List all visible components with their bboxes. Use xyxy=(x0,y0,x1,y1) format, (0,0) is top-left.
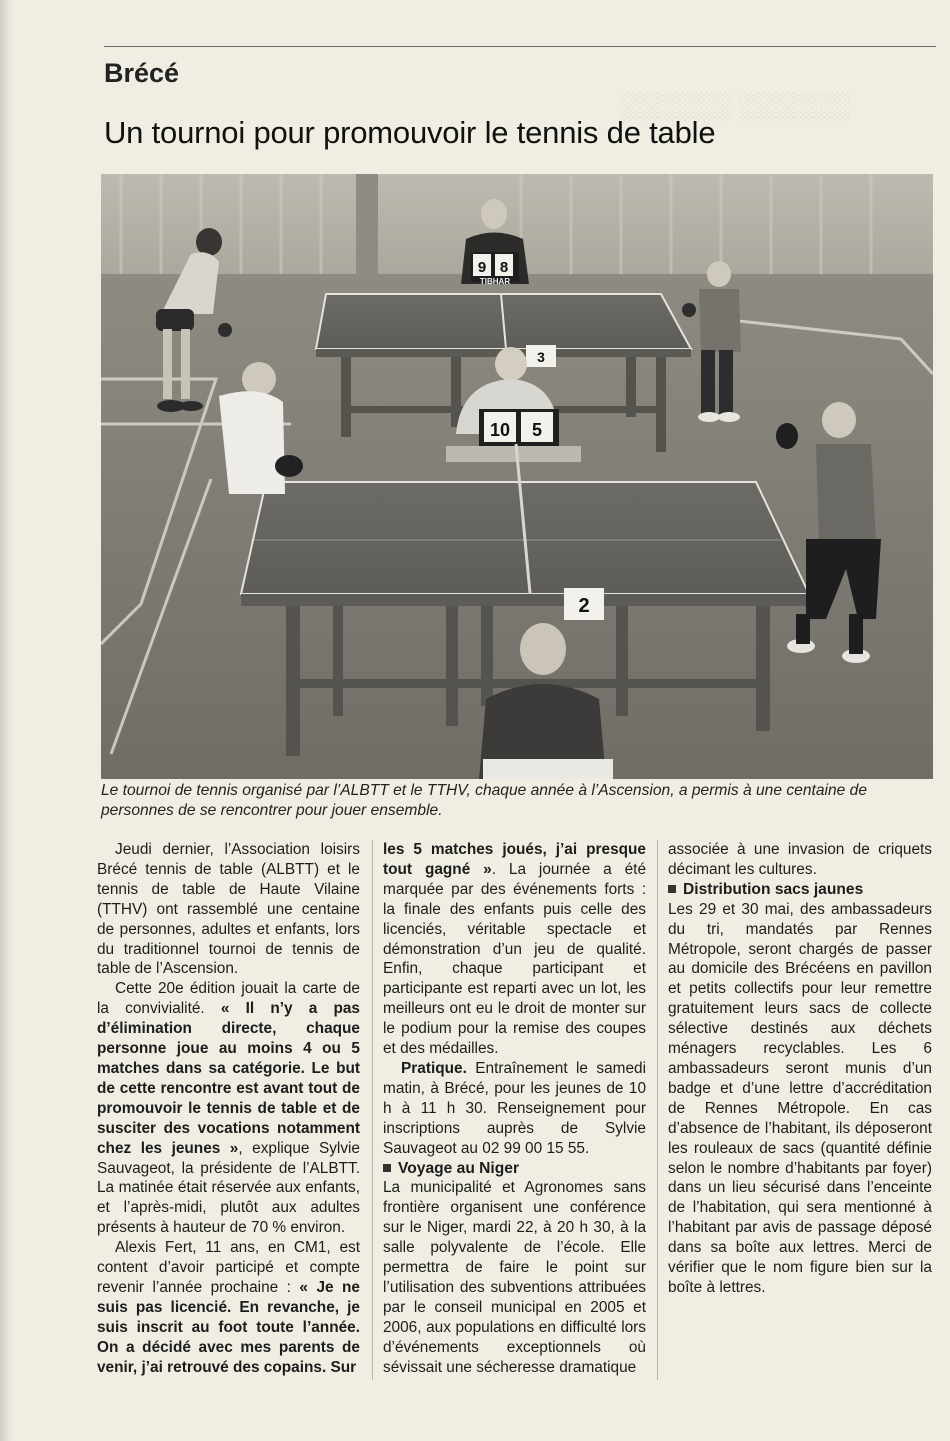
column-separator xyxy=(657,840,658,1380)
table-number-far: 3 xyxy=(537,349,545,365)
paragraph-niger: La municipalité et Agronomes sans frontière organisent une conférence sur le Niger, mardi 22, à 20 h 30, à la salle polyvalente de l’école. Elle permettra de faire le point sur l’utilisation des subventions attribuées par le conseil municipal en 2005 et 2006, aux populations en difficulté lors d’événements exceptionnels où sévissait une sécheresse dramatique xyxy=(383,1179,646,1376)
subheading-niger xyxy=(383,1159,646,1179)
brand-far: TIBHAR xyxy=(479,277,511,286)
paragraph-pratique xyxy=(383,1059,646,1159)
paragraph-convivialite xyxy=(97,979,360,1238)
article-photo xyxy=(101,174,933,779)
text-run: , explique Sylvie Sauvageot, la présidente de l’ALBTT. La matinée était réservée aux enfants, et l’après-midi, plutôt aux adultes présents à hauteur de 70 % environ. xyxy=(97,1139,360,1237)
paragraph-intro: Jeudi dernier, l’Association loisirs Brécé tennis de table (ALBTT) et le tennis de table de Haute Vilaine (TTHV) ont rassemblé une centaine de personnes, adultes et enfants, lors du traditionnel tournoi de tennis de table de l’Ascension. xyxy=(97,841,360,978)
column-separator xyxy=(372,840,373,1380)
town-heading: Brécé xyxy=(104,58,180,88)
article-headline: Un tournoi pour promouvoir le tennis de table xyxy=(104,115,716,150)
paragraph-sacs: Les 29 et 30 mai, des ambassadeurs du tri, mandatés par Rennes Métropole, seront chargés de passer au domicile des Brécéens en pavillon et petits collectifs pour leur remettre gratuitement leurs sacs de collecte sélective destinés aux déchets ménagers recyclables. Les 6 ambassadeurs seront munis d’un badge et d’une lettre d’accréditation de Rennes Métropole. En cas d’absence de l’habitant, ils déposeront les rouleaux de sacs (quantité définie selon le nombre d’habitants par foyer) dans un lieu sécurisé dans l’enceinte de l’habitation, qui sera mentionné à l’habitant par avis de passage déposé dans sa boîte aux lettres. Merci de vérifier que le nom figure bien sur la boîte à lettres. xyxy=(668,900,932,1296)
score-far-right: 8 xyxy=(499,259,509,276)
photo-caption: Le tournoi de tennis organisé par l’ALBTT et le TTHV, chaque année à l’Ascension, a permis à une centaine de personnes de se rencontrer pour jouer ensemble. xyxy=(101,782,867,819)
quote-president: « Il n’y a pas d’élimination directe, chaque personne joue au moins 4 ou 5 matches dans sa catégorie. Le but de cette rencontre est avant tout de promouvoir le tennis de table et de susciter des vocations notamment chez les jeunes » xyxy=(97,1000,360,1157)
page-fold-shadow xyxy=(0,0,14,1441)
text-run: Alexis Fert, 11 ans, en CM1, est content d’avoir participé et compte revenir l’année prochaine : xyxy=(97,1239,360,1296)
score-near-left: 10 xyxy=(489,420,511,440)
subheading-sacs-text: Distribution sacs jaunes xyxy=(683,880,864,898)
paragraph-alexis xyxy=(97,1238,360,1377)
pratique-label: Pratique. xyxy=(401,1059,467,1077)
score-near-right: 5 xyxy=(531,420,543,440)
subheading-sacs xyxy=(668,880,932,900)
quote-alexis: « Je ne suis pas licencié. En revanche, je suis inscrit au foot toute l’année. On a décidé avec mes parents de venir, j’ai retrouvé des copains. Sur xyxy=(97,1278,360,1376)
table-number-near: 2 xyxy=(578,595,590,617)
article-column-3 xyxy=(668,840,932,1298)
article-column-1 xyxy=(97,840,360,1377)
square-bullet-icon xyxy=(668,885,676,893)
text-run: . La journée a été marquée par des événements forts : la finale des enfants puis celle des licenciés, véritable spectacle et démonstration d’un jeu de qualité. Enfin, chaque participant et participante est reparti avec un lot, les meilleurs ont eu le droit de monter sur le podium pour la remise des coupes et des médailles. xyxy=(383,860,646,1058)
square-bullet-icon xyxy=(383,1164,391,1172)
score-far-left: 9 xyxy=(477,259,487,276)
quote-alexis: les 5 matches joués, j’ai presque tout gagné » xyxy=(383,841,646,878)
section-rule xyxy=(104,46,936,47)
paragraph-alexis xyxy=(383,840,646,1059)
pratique-text: Entraînement le samedi matin, à Brécé, pour les jeunes de 10 h à 11 h 30. Renseignement pour inscriptions auprès de Sylvie Sauvageot au 02 99 00 15 55. xyxy=(383,1059,646,1157)
subheading-niger-text: Voyage au Niger xyxy=(398,1159,520,1177)
bleed-through: ░░░░░░ ░░░░░░ xyxy=(621,90,850,120)
paragraph-niger: associée à une invasion de criquets décimant les cultures. xyxy=(668,841,932,878)
article-column-2 xyxy=(383,840,646,1377)
text-run: Cette 20e édition jouait la carte de la convivialité. xyxy=(97,980,360,1018)
